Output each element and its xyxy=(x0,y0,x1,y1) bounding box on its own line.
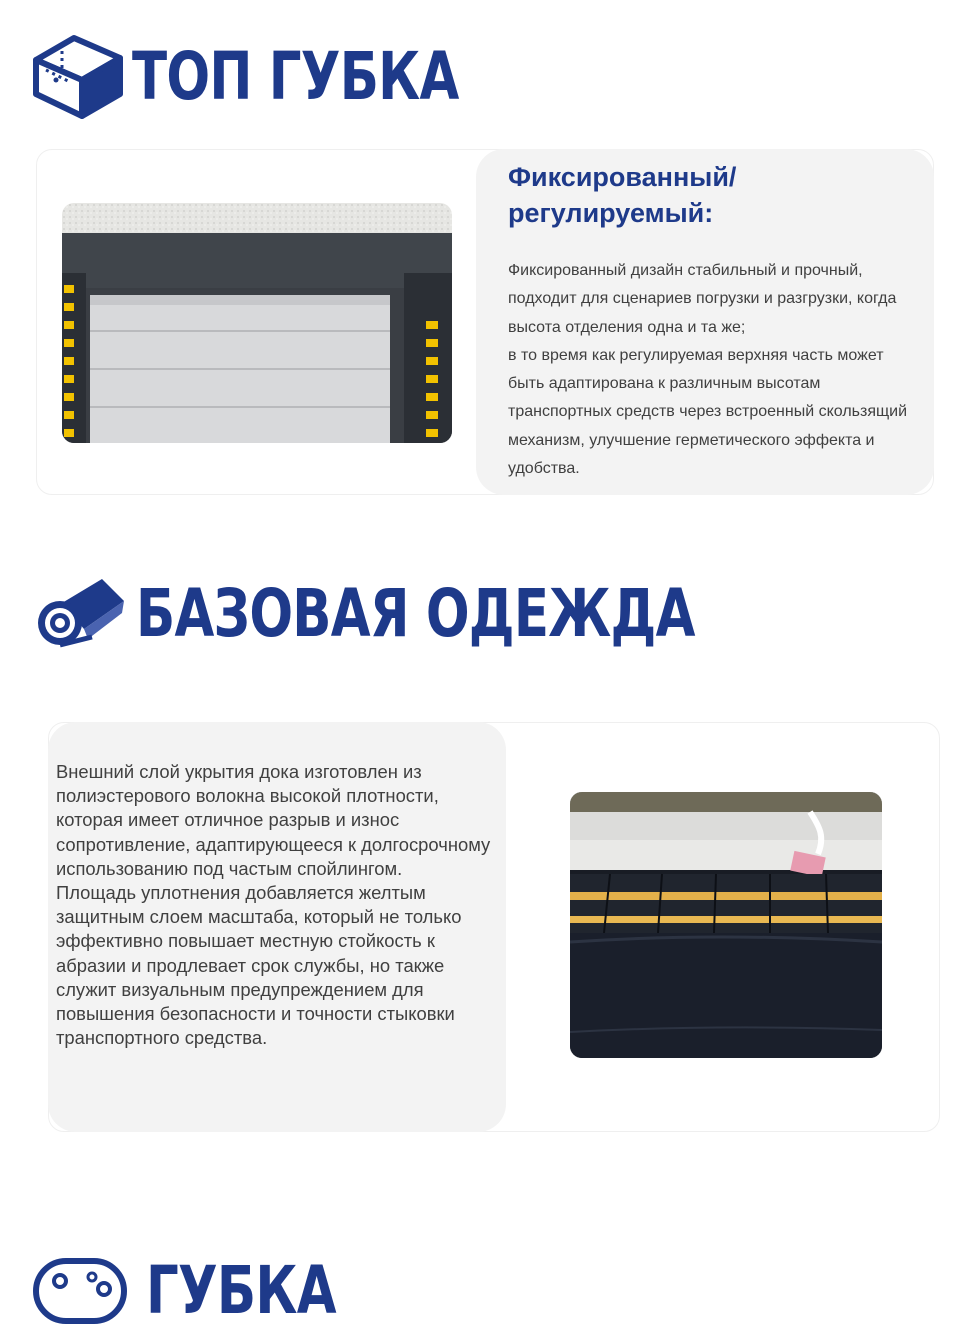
feature-paragraph-fixed: Фиксированный дизайн стабильный и прочный, подходит для сценариев погрузки и разгрузки, когда высота отделения одна и та же; xyxy=(508,262,897,336)
feature-heading-line2: регулируемый: xyxy=(508,198,714,228)
section-title: БАЗОВАЯ ОДЕЖДА xyxy=(136,574,695,652)
section-header-base-cloth xyxy=(32,568,852,658)
sponge-block-icon xyxy=(32,30,124,122)
dock-seal-door-photo xyxy=(62,203,452,443)
fabric-description xyxy=(56,760,498,1050)
fabric-paragraph-material: Внешний слой укрытия дока изготовлен из полиэстерового волокна высокой плотности, которая имеет отличное разрыв и износ сопротивление, адаптирующееся к долгосрочному использованию под частым спойлингом. xyxy=(56,761,491,879)
base-fabric-photo xyxy=(570,792,882,1058)
section-title: ГУБКА xyxy=(146,1251,336,1329)
feature-heading-line1: Фиксированный/ xyxy=(508,162,737,192)
fabric-description-panel xyxy=(48,722,506,1132)
section-header-sponge xyxy=(32,1251,389,1329)
feature-paragraph-adjustable: в то время как регулируемая верхняя часть может быть адаптирована к различным высотам транспортных средств через встроенный скользящий механизм, улучшение герметического эффекта и удобства. xyxy=(508,346,908,478)
feature-heading xyxy=(508,159,916,231)
section-header-top-sponge xyxy=(32,28,551,124)
feature-description-panel xyxy=(476,149,934,495)
fabric-paragraph-protection: Площадь уплотнения добавляется желтым защитным слоем масштаба, который не только эффективно повышает местную стойкость к абразии и продлевает срок службы, но также служит визуальным предупреждением для повышения безопасности и точности стыковки транспортного средства. xyxy=(56,882,462,1049)
section-title: ТОП ГУБКА xyxy=(132,37,459,115)
fabric-roll-icon xyxy=(32,573,126,653)
feature-description xyxy=(508,257,916,483)
sponge-icon xyxy=(32,1255,128,1325)
